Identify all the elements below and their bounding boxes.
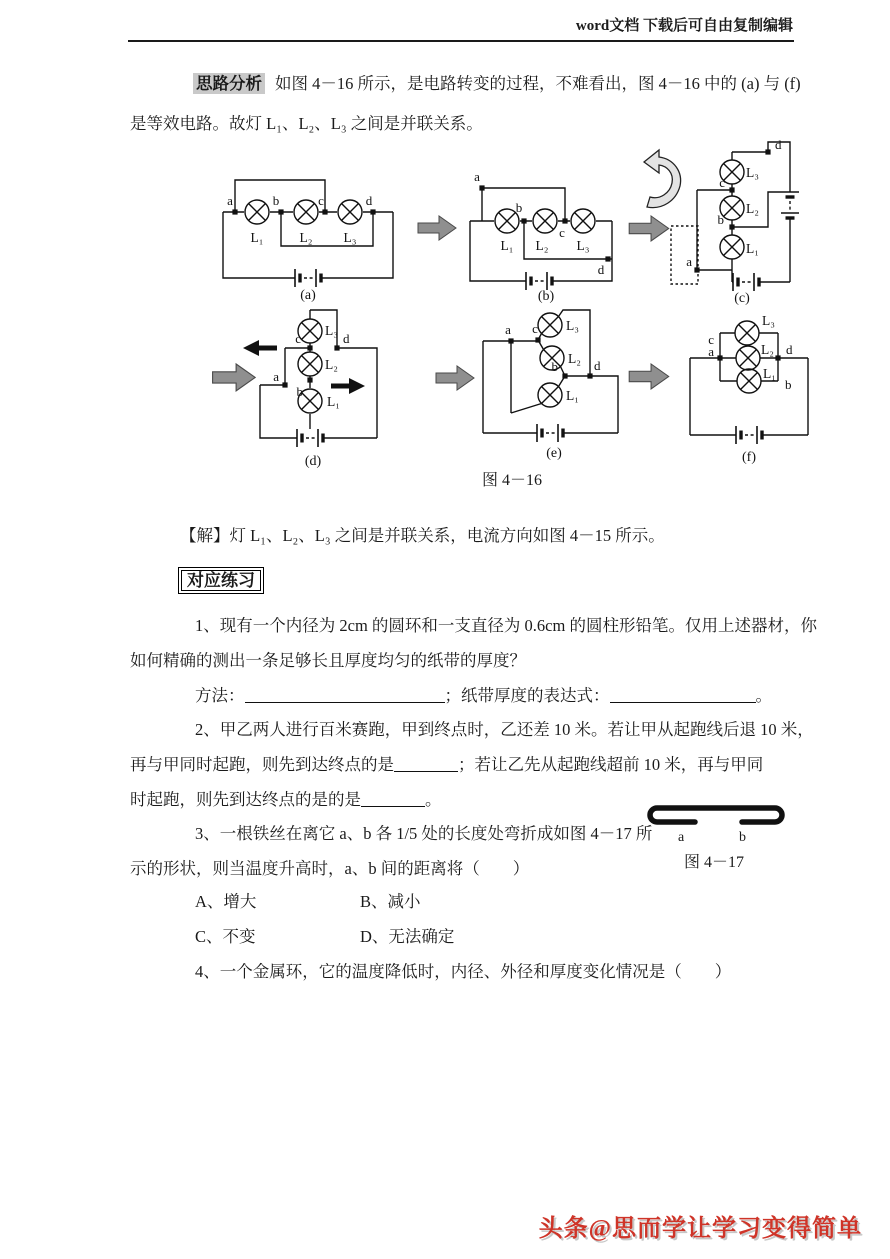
circuit-caption: (b) (537, 289, 555, 304)
node-label: d (594, 358, 601, 373)
node-dot (508, 338, 513, 343)
lamp-label: L₂ (535, 238, 549, 253)
node-dot (729, 187, 734, 192)
q1-end-label: 。 (755, 686, 772, 705)
q2-line-1: 2、甲乙两人进行百米赛跑，甲到终点时，乙还差 10 米。若让甲从起跑线后退 10 米， (195, 720, 814, 739)
circuit-a-diagram (213, 150, 403, 302)
q1-method-line (195, 682, 772, 706)
analysis-badge: 思路分析 (193, 73, 265, 94)
flip-region-outline (671, 226, 698, 284)
circuit-b-wires (470, 188, 612, 281)
analysis-line-1 (193, 70, 801, 94)
lamp-label: L₁ (500, 238, 514, 253)
node-label: c (559, 225, 565, 240)
circuit-caption: (d) (304, 454, 322, 469)
node-label: d (597, 262, 605, 277)
lamp-icon (736, 346, 760, 370)
node-dot (278, 209, 283, 214)
node-dot (307, 345, 312, 350)
lamp-label: L₂ (746, 201, 759, 216)
circuit-b-diagram (462, 148, 630, 303)
circuit-c-diagram (668, 130, 860, 305)
analysis-text-1: 如图 4－16 所示，是电路转变的过程，不难看出，图 4－16 中的 (a) 与 (f) (275, 74, 801, 93)
node-dot (322, 209, 327, 214)
lamp-label: L₃ (576, 238, 590, 253)
lamp-label: L₂ (761, 342, 774, 357)
node-label: d (343, 331, 350, 346)
battery-icon (297, 429, 323, 447)
node-label: c (708, 332, 714, 347)
circuit-caption: (f) (742, 450, 756, 465)
node-label: b (272, 193, 280, 208)
right-arrow-icon (418, 216, 458, 241)
q1-mid-label: ；纸带厚度的表达式： (444, 686, 610, 705)
node-label: a (686, 254, 692, 269)
q2-line-3 (130, 786, 442, 810)
node-label: d (365, 193, 373, 208)
lamp-label: L₁ (250, 230, 264, 245)
q2-line-3a: 时起跑，则先到达终点的是的是 (130, 790, 361, 809)
lamp-icon (737, 369, 761, 393)
node-dot (765, 149, 770, 154)
lamp-label: L₁ (327, 394, 340, 409)
q1-line-1: 1、现有一个内径为 2cm 的圆环和一支直径为 0.6cm 的圆柱形铅笔。仅用上述器材，你 (195, 616, 817, 635)
node-dot (605, 256, 610, 261)
header-rule (128, 40, 794, 42)
node-dot (562, 218, 567, 223)
lamp-label: L₃ (325, 323, 338, 338)
node-dot (282, 382, 287, 387)
option-d: D、无法确定 (360, 927, 455, 946)
analysis-line-2: 是等效电路。故灯 L₁、L₂、L₃ 之间是并联关系。 (130, 114, 483, 133)
lamp-label: L₂ (325, 357, 338, 372)
battery-icon (537, 424, 563, 442)
node-label: c (719, 175, 725, 190)
node-label: b (551, 359, 558, 374)
lamp-icon (538, 313, 562, 337)
header-doc-mark: word文档 下载后可自由复制编辑 (575, 18, 793, 34)
node-label: b (717, 212, 724, 227)
node-dot (307, 377, 312, 382)
q2-line-2b: ；若让乙先从起跑线超前 10 米，再与甲同 (458, 755, 764, 774)
node-label: b (515, 200, 523, 215)
circuit-d-diagram (235, 300, 427, 468)
battery-icon (781, 192, 799, 218)
lamp-icon (338, 200, 362, 224)
lamp-label: L₁ (763, 366, 776, 381)
lamp-icon (298, 352, 322, 376)
node-label: a (708, 344, 714, 359)
fig17-label-a: a (678, 830, 685, 845)
battery-icon (295, 269, 321, 287)
lamp-label: L₃ (746, 165, 759, 180)
battery-icon (733, 273, 759, 291)
circuit-caption: (c) (734, 291, 750, 306)
lamp-label: L₃ (343, 230, 357, 245)
circuit-caption: (e) (546, 446, 562, 461)
practice-badge: 对应练习 (181, 570, 261, 591)
lamp-label: L₁ (746, 241, 759, 256)
node-dot (232, 209, 237, 214)
node-dot (717, 355, 722, 360)
q2-line-2 (130, 751, 763, 775)
battery-icon (736, 426, 762, 444)
node-dot (479, 185, 484, 190)
left-arrow-icon (243, 340, 277, 356)
battery-icon (526, 272, 552, 290)
node-dot (587, 373, 592, 378)
q4-line: 4、一个金属环，它的温度降低时，内径、外径和厚度变化情况是（ ） (195, 962, 732, 981)
q1-method-label: 方法： (195, 686, 245, 705)
lamp-icon (735, 321, 759, 345)
node-label: d (786, 342, 793, 357)
node-label: a (227, 193, 233, 208)
node-label: c (532, 321, 538, 336)
node-dot (729, 224, 734, 229)
circuit-e-diagram (478, 300, 646, 470)
right-arrow-icon (331, 378, 365, 394)
figure16-caption: 图 4－16 (482, 472, 543, 489)
q1-line-2: 如何精确的测出一条足够长且厚度均匀的纸带的厚度？ (130, 651, 526, 670)
node-label: c (318, 193, 324, 208)
q2-line-3b: 。 (425, 790, 442, 809)
q3-line-1: 3、一根铁丝在离它 a、b 各 1/5 处的长度处弯折成如图 4－17 所 (195, 824, 653, 843)
node-dot (370, 209, 375, 214)
option-b: B、减小 (360, 892, 421, 911)
q3-line-2: 示的形状，则当温度升高时，a、b 间的距离将（ ） (130, 859, 530, 878)
blank-line (245, 687, 445, 703)
lamp-icon (298, 319, 322, 343)
circuit-caption: (a) (300, 288, 316, 303)
bent-wire-figure (644, 797, 794, 831)
node-label: b (785, 377, 792, 392)
node-dot (562, 373, 567, 378)
lamp-label: L₃ (762, 313, 775, 328)
lamp-icon (245, 200, 269, 224)
lamp-label: L₃ (566, 318, 579, 333)
lamp-icon (571, 209, 595, 233)
lamp-label: L₁ (566, 388, 579, 403)
lamp-icon (533, 209, 557, 233)
solution-line: 【解】灯 L₁、L₂、L₃ 之间是并联关系，电流方向如图 4－15 所示。 (180, 526, 665, 545)
blank-line (361, 791, 425, 807)
lamp-icon (720, 235, 744, 259)
lamp-label: L₂ (299, 230, 313, 245)
practice-badge-box (181, 566, 261, 591)
node-label: c (295, 331, 301, 346)
blank-line (394, 756, 458, 772)
right-arrow-icon (436, 366, 476, 391)
node-dot (694, 267, 699, 272)
option-a: A、增大 (195, 892, 257, 911)
watermark: 头条@思而学让学习变得简单 (538, 1216, 862, 1242)
option-c: C、不变 (195, 927, 256, 946)
blank-line (610, 687, 756, 703)
node-dot (775, 355, 780, 360)
node-label: a (505, 322, 511, 337)
figure17-caption: 图 4－17 (684, 854, 745, 871)
node-dot (334, 345, 339, 350)
right-arrow-icon (628, 216, 672, 242)
node-label: a (273, 369, 279, 384)
lamp-icon (538, 383, 562, 407)
node-label: a (474, 169, 480, 184)
circuit-f-diagram (685, 300, 860, 465)
node-label: d (775, 137, 782, 152)
node-dot (535, 337, 540, 342)
lamp-label: L₂ (568, 351, 581, 366)
figure17 (644, 797, 794, 872)
q2-line-2a: 再与甲同时起跑，则先到达终点的是 (130, 755, 394, 774)
fig17-label-b: b (739, 830, 746, 845)
lamp-icon (294, 200, 318, 224)
node-label: b (296, 384, 303, 399)
node-dot (521, 218, 526, 223)
